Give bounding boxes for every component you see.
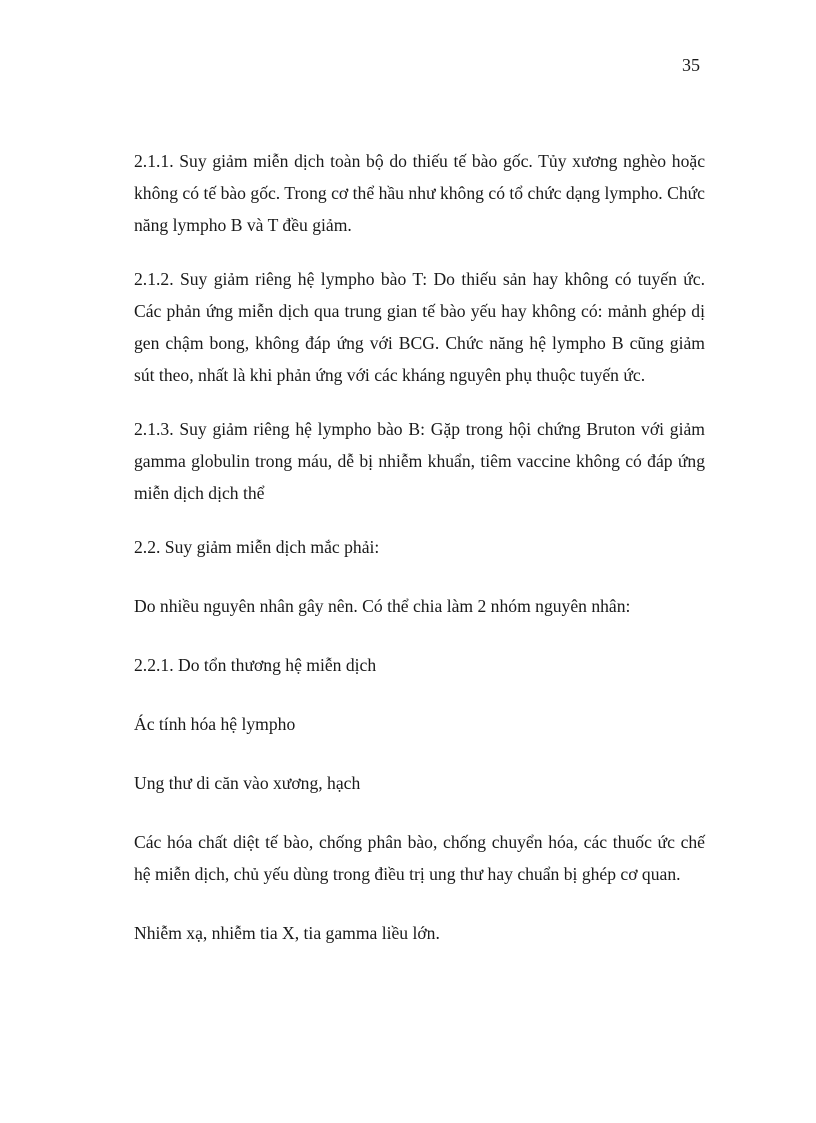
paragraph-causes-intro: Do nhiều nguyên nhân gây nên. Có thể chia làm 2 nhóm nguyên nhân: [134,596,631,616]
paragraph-2-1-3: 2.1.3. Suy giảm riêng hệ lympho bào B: Gặp trong hội chứng Bruton với giảm gamma globulin trong máu, dễ bị nhiễm khuẩn, tiêm vaccine không có đáp ứng miễn dịch dịch thể [134,419,705,503]
cause-item-lymphoma: Ác tính hóa hệ lympho [134,714,296,734]
page-number: 35 [682,55,700,75]
cause-item-chemicals: Các hóa chất diệt tế bào, chống phân bào, chống chuyển hóa, các thuốc ức chế hệ miễn dịch, chủ yếu dùng trong điều trị ung thư hay chuẩn bị ghép cơ quan. [134,832,705,884]
document-body [134,145,705,949]
section-heading-2-2: 2.2. Suy giảm miễn dịch mắc phải: [134,537,380,557]
cause-item-metastasis: Ung thư di căn vào xương, hạch [134,773,361,793]
cause-item-radiation: Nhiễm xạ, nhiễm tia X, tia gamma liều lớn. [134,923,440,943]
paragraph-2-1-2: 2.1.2. Suy giảm riêng hệ lympho bào T: Do thiếu sản hay không có tuyến ức. Các phản ứng miễn dịch qua trung gian tế bào yếu hay không có: mảnh ghép dị gen chậm bong, không đáp ứng với BCG. Chức năng hệ lympho B cũng giảm sút theo, nhất là khi phản ứng với các kháng nguyên phụ thuộc tuyến ức. [134,269,705,385]
section-heading-2-2-1: 2.2.1. Do tổn thương hệ miễn dịch [134,655,377,675]
paragraph-2-1-1: 2.1.1. Suy giảm miễn dịch toàn bộ do thiếu tế bào gốc. Tủy xương nghèo hoặc không có tế bào gốc. Trong cơ thể hầu như không có tổ chức dạng lympho. Chức năng lympho B và T đều giảm. [134,151,705,235]
